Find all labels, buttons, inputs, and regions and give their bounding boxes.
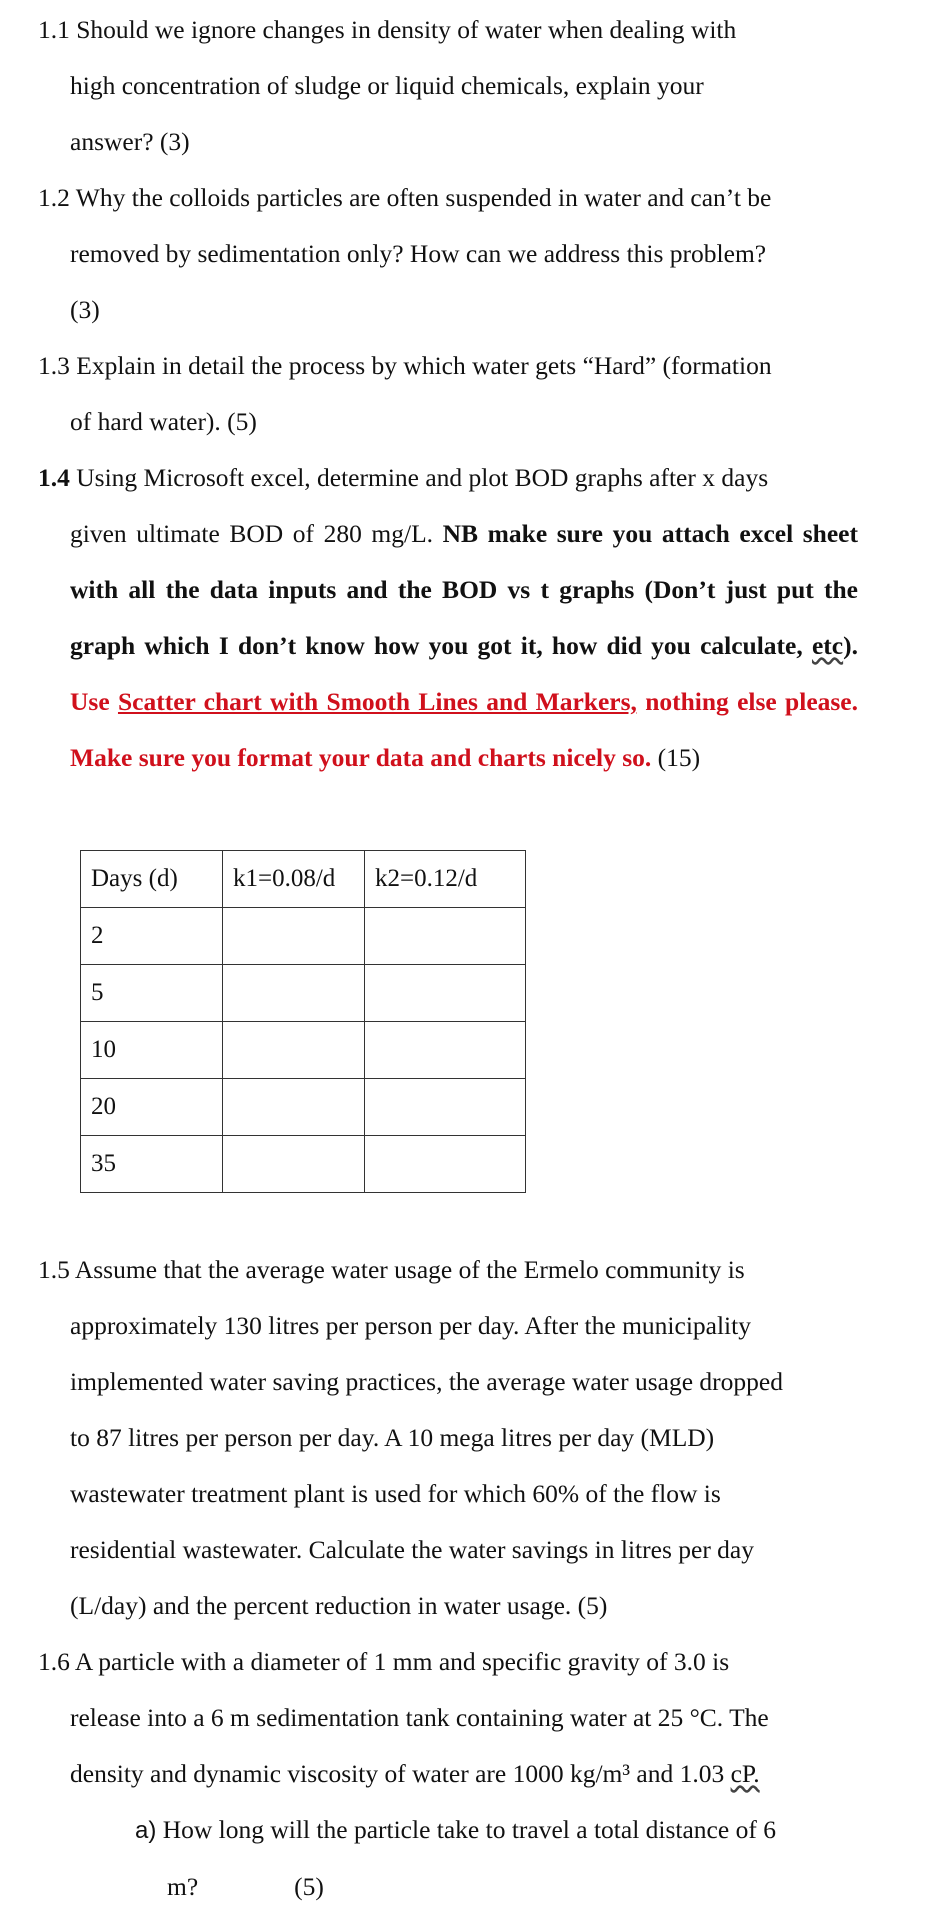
sub-a-line2-text: m?: [167, 1872, 199, 1901]
q11-line1: 1.1 Should we ignore changes in density of water when dealing with: [38, 15, 737, 44]
q14-text2: given ultimate BOD of 280 mg/L.: [70, 519, 443, 548]
bod-table: [80, 850, 526, 1193]
table-header-row: [81, 851, 526, 908]
q14-red-use: Use: [70, 687, 118, 716]
k1-cell: [223, 1022, 365, 1079]
header-days: Days (d): [81, 851, 223, 908]
days-cell: 10: [81, 1022, 223, 1079]
q14-body: [38, 506, 858, 786]
q14-line1: [38, 463, 768, 492]
q16-line2: release into a 6 m sedimentation tank containing water at 25 °C. The: [70, 1703, 769, 1732]
q14-text1: Using Microsoft excel, determine and plot BOD graphs after x days: [69, 463, 769, 492]
q14-bold-etc: etc: [811, 631, 844, 660]
q13-line1: 1.3 Explain in detail the process by which water gets “Hard” (formation: [38, 351, 772, 380]
days-cell: 35: [81, 1136, 223, 1193]
table-row: [81, 1022, 526, 1079]
q15-line2: approximately 130 litres per person per day. After the municipality: [70, 1311, 751, 1340]
q16-line1: 1.6 A particle with a diameter of 1 mm and specific gravity of 3.0 is: [38, 1647, 730, 1676]
question-1-6: [38, 1634, 858, 1802]
q14-bold-end: ).: [843, 631, 858, 660]
question-1-1: [38, 2, 858, 170]
q15-line7: (L/day) and the percent reduction in water usage. (5): [70, 1591, 608, 1620]
k1-cell: [223, 1079, 365, 1136]
q16-line3: [38, 1746, 858, 1802]
q11-line3: answer? (3): [70, 127, 190, 156]
question-1-2: [38, 170, 858, 338]
q14-number: 1.4: [38, 463, 70, 492]
question-1-6-a: [135, 1802, 859, 1915]
sub-a-label: a): [135, 1817, 157, 1844]
k2-cell: [365, 1022, 526, 1079]
sub-a-line2: [135, 1859, 859, 1915]
q15-line3: implemented water saving practices, the average water usage dropped: [70, 1367, 783, 1396]
question-1-4: [38, 450, 858, 786]
q15-line4: to 87 litres per person per day. A 10 mega litres per day (MLD): [70, 1423, 715, 1452]
table-row: [81, 1136, 526, 1193]
q15-line5: wastewater treatment plant is used for which 60% of the flow is: [70, 1479, 721, 1508]
days-cell: 20: [81, 1079, 223, 1136]
k2-cell: [365, 1136, 526, 1193]
q15-line1: 1.5 Assume that the average water usage of the Ermelo community is: [38, 1255, 745, 1284]
q14-marks: (15): [651, 743, 701, 772]
k1-cell: [223, 908, 365, 965]
q14-bold-instruction: NB make sure you attach excel sheet with all the data inputs and the BOD vs t graphs (Don’t just put the graph which I don’t know how you got it, how did you calculate,: [70, 519, 858, 660]
k2-cell: [365, 965, 526, 1022]
table-row: [81, 1079, 526, 1136]
days-cell: 2: [81, 908, 223, 965]
sub-a-text: How long will the particle take to travel a total distance of 6: [156, 1815, 776, 1844]
k1-cell: [223, 965, 365, 1022]
q13-line2: of hard water). (5): [70, 407, 257, 436]
header-k2: k2=0.12/d: [365, 851, 526, 908]
sub-a-marks: (5): [294, 1872, 324, 1901]
q16-line3-text: density and dynamic viscosity of water are 1000 kg/m³ and 1.03: [70, 1759, 731, 1788]
header-k1: k1=0.08/d: [223, 851, 365, 908]
q14-red-chart-type: Scatter chart with Smooth Lines and Markers,: [117, 687, 637, 716]
table-row: [81, 908, 526, 965]
q12-line1: 1.2 Why the colloids particles are often suspended in water and can’t be: [38, 183, 772, 212]
q11-line2: high concentration of sludge or liquid chemicals, explain your: [70, 71, 704, 100]
q14-red-format: nothing else please. Make sure you format your data and charts nicely so.: [70, 687, 859, 772]
q12-line3: (3): [70, 295, 100, 324]
k1-cell: [223, 1136, 365, 1193]
q15-line6: residential wastewater. Calculate the water savings in litres per day: [70, 1535, 755, 1564]
question-1-3: [38, 338, 858, 450]
q16-unit-cp: cP.: [730, 1759, 760, 1788]
k2-cell: [365, 1079, 526, 1136]
q12-line2: removed by sedimentation only? How can we address this problem?: [70, 239, 767, 268]
days-cell: 5: [81, 965, 223, 1022]
question-1-5: [38, 1242, 858, 1634]
table-row: [81, 965, 526, 1022]
k2-cell: [365, 908, 526, 965]
